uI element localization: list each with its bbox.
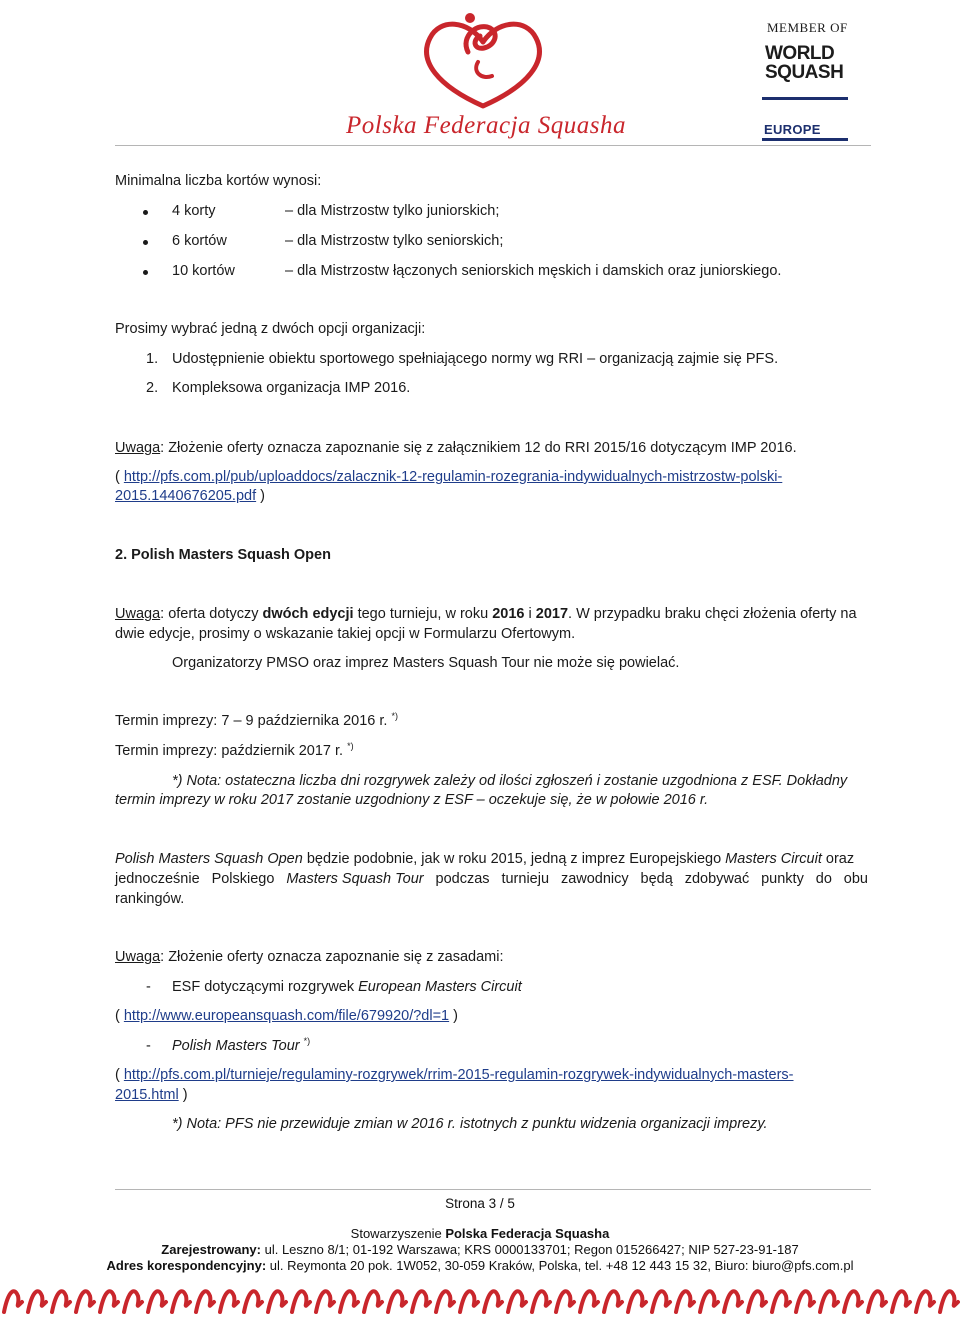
court-count: 4 korty: [172, 203, 216, 219]
paragraph-text: będzie podobnie, jak w roku 2015, jedną z imprez Europejskiego: [302, 851, 726, 867]
pmst-link-line-2: [115, 1086, 188, 1105]
brush-stroke: [292, 1291, 310, 1312]
event-date-2017: [115, 742, 354, 762]
word: zawodnicy: [560, 871, 629, 887]
word: do: [815, 871, 832, 887]
courts-intro: Minimalna liczba kortów wynosi:: [115, 173, 322, 189]
note-label: Uwaga: [115, 606, 161, 622]
bullet-icon: [143, 210, 148, 215]
esf-rules-item: [172, 978, 522, 997]
pmst-rules-item: [172, 1037, 310, 1057]
circuit-name: Masters Circuit: [725, 851, 822, 867]
brush-stroke: [796, 1291, 814, 1312]
paren-close: ): [256, 488, 265, 504]
word: Polskiego: [211, 871, 275, 887]
tour-name: Masters Squash Tour: [286, 871, 424, 887]
note-text: i: [524, 606, 536, 622]
esf-dash: -: [146, 979, 151, 995]
pmst-rules-link[interactable]: http://pfs.com.pl/turnieje/regulaminy-rozgrywek/rrim-2015-regulamin-rozgrywek-indywidualnych-masters-: [123, 1067, 794, 1083]
circuit-paragraph-line-1: [115, 850, 868, 869]
section-heading: 2. Polish Masters Squash Open: [115, 547, 331, 563]
court-desc: – dla Mistrzostw tylko juniorskich;: [285, 203, 500, 219]
brush-stroke: [244, 1291, 262, 1312]
word: turnieju: [501, 871, 550, 887]
brush-stroke: [940, 1291, 958, 1312]
brush-stroke: [772, 1291, 790, 1312]
pmst-rules-link-cont[interactable]: 2015.html: [115, 1087, 179, 1103]
pmst-link-line: [115, 1066, 794, 1085]
footnote-mark: *): [391, 711, 398, 721]
brush-stroke: [892, 1291, 910, 1312]
esf-rules-link[interactable]: http://www.europeansquash.com/file/679920/?dl=1: [123, 1008, 450, 1024]
page-number: Strona 3 / 5: [445, 1196, 515, 1211]
brush-stroke: [556, 1291, 574, 1312]
brush-stroke: [388, 1291, 406, 1312]
header-rule: [115, 145, 871, 146]
note-label: Uwaga: [115, 440, 161, 456]
note-text: . W przypadku braku chęci złożenia oferty na: [568, 606, 857, 622]
org-name: Polska Federacja Squasha: [445, 1226, 610, 1241]
attachment-link-cont[interactable]: 2015.1440676205.pdf: [115, 488, 257, 504]
brush-stroke: [724, 1291, 742, 1312]
brush-stroke: [676, 1291, 694, 1312]
circuit-name: European Masters Circuit: [358, 979, 522, 995]
option-number: 1.: [146, 351, 159, 367]
option-text: Udostępnienie obiektu sportowego spełniającego normy wg RRI – organizacją zajmie się PFS.: [172, 351, 779, 367]
brush-stroke: [76, 1291, 94, 1312]
brush-stroke: [532, 1291, 550, 1312]
tour-name: Polish Masters Tour: [172, 1038, 300, 1054]
brush-stroke: [868, 1291, 886, 1312]
event-name: Polish Masters Squash Open: [115, 851, 303, 867]
europe-label: EUROPE: [764, 122, 821, 137]
brush-stroke: [4, 1291, 22, 1312]
paren-open: (: [115, 469, 124, 485]
date-footnote: *) Nota: ostateczna liczba dni rozgrywek zależy od ilości zgłoszeń i zostanie uzgodniona z ESF. Dokładny: [172, 773, 848, 789]
brush-stroke: [364, 1291, 382, 1312]
org-prefix: Stowarzyszenie: [350, 1226, 446, 1241]
note-text: : Złożenie oferty oznacza zapoznanie się z zasadami:: [160, 949, 504, 965]
pfs-footnote: *) Nota: PFS nie przewiduje zmian w 2016 r. istotnych z punktu widzenia organizacji imprezy.: [172, 1116, 768, 1132]
word: będą: [640, 871, 673, 887]
pfs-logo-icon: [408, 6, 558, 114]
note-text: tego turnieju, w roku: [353, 606, 493, 622]
footer-brush-pattern-icon: [0, 1272, 960, 1321]
reg-label: Zarejestrowany:: [161, 1242, 261, 1257]
rules-note: [115, 948, 504, 967]
brand-name: Polska Federacja Squasha: [346, 112, 627, 139]
world-label: WORLD: [765, 43, 835, 64]
brush-stroke: [628, 1291, 646, 1312]
brush-stroke: [508, 1291, 526, 1312]
brush-stroke: [316, 1291, 334, 1312]
date-text: Termin imprezy: 7 – 9 października 2016 r.: [115, 713, 392, 729]
word: obu: [843, 871, 868, 887]
note-attachment: [115, 439, 797, 458]
attachment-link-line: [115, 468, 782, 487]
bullet-icon: [143, 270, 148, 275]
paren-open: (: [115, 1067, 124, 1083]
squash-label: SQUASH: [765, 62, 844, 83]
footer-registration: [0, 1242, 960, 1258]
editions-note-line-2: dwie edycje, prosimy o wskazanie takiej opcji w Formularzu Ofertowym.: [115, 626, 576, 642]
bullet-icon: [143, 240, 148, 245]
brush-stroke: [52, 1291, 70, 1312]
logo-divider: [762, 97, 848, 100]
reg-text: ul. Leszno 8/1; 01-192 Warszawa; KRS 0000133701; Regon 015266427; NIP 527-23-91-187: [260, 1242, 799, 1257]
footer-org: [0, 1226, 960, 1242]
court-desc: – dla Mistrzostw tylko seniorskich;: [285, 233, 504, 249]
europe-underline: [762, 138, 848, 141]
word: punkty: [761, 871, 804, 887]
note-text: : Złożenie oferty oznacza zapoznanie się z załącznikiem 12 do RRI 2015/16 dotyczącym IMP 2016.: [160, 440, 797, 456]
brush-stroke: [916, 1291, 934, 1312]
brush-stroke: [652, 1291, 670, 1312]
brush-stroke: [820, 1291, 838, 1312]
organizers-note: Organizatorzy PMSO oraz imprez Masters Squash Tour nie może się powielać.: [172, 655, 680, 671]
circuit-paragraph-line-2: [115, 870, 868, 889]
world-squash-logo: [765, 44, 843, 82]
court-count: 6 kortów: [172, 233, 227, 249]
brush-stroke: [604, 1291, 622, 1312]
court-count: 10 kortów: [172, 263, 235, 279]
note-label: Uwaga: [115, 949, 161, 965]
paren-close: ): [178, 1087, 188, 1103]
brush-stroke: [268, 1291, 286, 1312]
brush-stroke: [124, 1291, 142, 1312]
attachment-link[interactable]: http://pfs.com.pl/pub/uploaddocs/zalacznik-12-regulamin-rozegrania-indywidualnych-mistrzostw-polski-: [123, 469, 783, 485]
addr-label: Adres korespondencyjny:: [106, 1258, 267, 1273]
footnote-mark: *): [347, 741, 354, 751]
brush-stroke: [148, 1291, 166, 1312]
note-text: : oferta dotyczy: [160, 606, 263, 622]
footnote-mark: *): [303, 1036, 311, 1046]
option-number: 2.: [146, 380, 159, 396]
addr-text: ul. Reymonta 20 pok. 1W052, 30-059 Kraków, Polska, tel. +48 12 443 15 32, Biuro: biuro@pfs.com.pl: [266, 1258, 854, 1273]
word: zdobywać: [684, 871, 750, 887]
attachment-link-line-2: [115, 487, 265, 506]
item-text: ESF dotyczącymi rozgrywek: [172, 979, 359, 995]
brush-stroke: [196, 1291, 214, 1312]
brush-stroke: [28, 1291, 46, 1312]
esf-link-line: [115, 1007, 458, 1026]
pmst-dash: -: [146, 1038, 151, 1054]
date-text: Termin imprezy: październik 2017 r.: [115, 743, 348, 759]
brush-stroke: [172, 1291, 190, 1312]
brush-stroke: [484, 1291, 502, 1312]
word: jednocześnie: [115, 871, 200, 887]
court-desc: – dla Mistrzostw łączonych seniorskich męskich i damskich oraz juniorskiego.: [285, 263, 782, 279]
event-date-2016: [115, 712, 398, 732]
brush-stroke: [844, 1291, 862, 1312]
note-year: 2017: [535, 606, 569, 622]
brush-stroke: [460, 1291, 478, 1312]
brush-stroke: [580, 1291, 598, 1312]
brush-stroke: [100, 1291, 118, 1312]
circuit-paragraph-line-3: rankingów.: [115, 891, 185, 907]
brush-stroke: [340, 1291, 358, 1312]
option-text: Kompleksowa organizacja IMP 2016.: [172, 380, 411, 396]
footer-rule: [115, 1189, 871, 1190]
note-year: 2016: [492, 606, 525, 622]
brush-stroke: [220, 1291, 238, 1312]
paragraph-text: oraz: [821, 851, 855, 867]
brush-stroke: [436, 1291, 454, 1312]
date-footnote-line-2: termin imprezy w roku 2017 zostanie uzgodniony z ESF – oczekuje się, że w połowie 2016 r.: [115, 792, 709, 808]
member-of-label: MEMBER OF: [767, 20, 848, 35]
paren-close: ): [449, 1008, 458, 1024]
note-emphasis: dwóch edycji: [262, 606, 354, 622]
brush-stroke: [748, 1291, 766, 1312]
word: podczas: [435, 871, 490, 887]
options-intro: Prosimy wybrać jedną z dwóch opcji organizacji:: [115, 321, 426, 337]
paren-open: (: [115, 1008, 124, 1024]
editions-note: [115, 605, 857, 624]
brush-stroke: [412, 1291, 430, 1312]
brush-stroke: [700, 1291, 718, 1312]
